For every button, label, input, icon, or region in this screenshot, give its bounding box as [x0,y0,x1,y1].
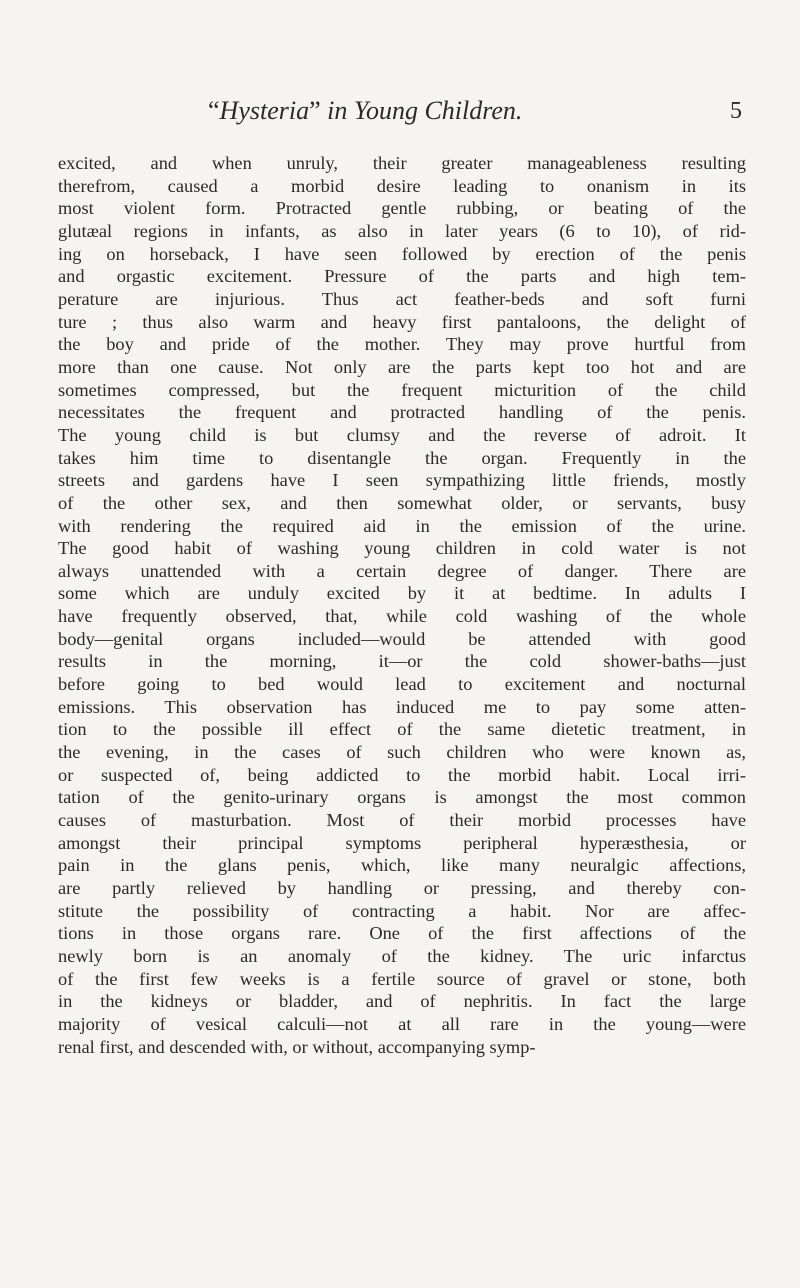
text-line: some which are unduly excited by it at bedtime. In adults I [58,583,746,604]
title-close-quote: ” [309,96,321,125]
text-line: ing on horseback, I have seen followed by erection of the penis [58,243,746,264]
text-line: the boy and pride of the mother. They may prove hurtful from [58,334,746,355]
text-line: tion to the possible ill effect of the same dietetic treatment, in [58,719,746,740]
text-line: streets and gardens have I seen sympathizing little friends, mostly [58,470,746,491]
text-line: causes of masturbation. Most of their morbid processes have [58,810,746,831]
title-open-quote: “ [208,96,220,125]
text-line: majority of vesical calculi—not at all rare in the young—were [58,1013,746,1034]
text-line: glutæal regions in infants, as also in later years (6 to 10), of rid- [58,220,746,241]
text-line: have frequently observed, that, while cold washing of the whole [58,606,746,627]
text-line: perature are injurious. Thus act feather-beds and soft furni [58,288,746,309]
text-line: of the first few weeks is a fertile source of gravel or stone, both [58,968,746,989]
text-line: sometimes compressed, but the frequent micturition of the child [58,379,746,400]
text-line: therefrom, caused a morbid desire leading to onanism in its [58,175,746,196]
text-line: stitute the possibility of contracting a habit. Nor are affec- [58,900,746,921]
text-line: most violent form. Protracted gentle rubbing, or beating of the [58,198,746,219]
text-line: The good habit of washing young children in cold water is not [58,538,746,559]
text-line: with rendering the required aid in the emission of the urine. [58,515,746,536]
text-line: and orgastic excitement. Pressure of the parts and high tem- [58,266,746,287]
text-line: emissions. This observation has induced me to pay some atten- [58,696,746,717]
text-line: in the kidneys or bladder, and of nephritis. In fact the large [58,991,746,1012]
text-line: takes him time to disentangle the organ. Frequently in the [58,447,746,468]
text-line: necessitates the frequent and protracted handling of the penis. [58,402,746,423]
text-line: or suspected of, being addicted to the morbid habit. Local irri- [58,764,746,785]
title-in: in [320,96,354,125]
text-line: the evening, in the cases of such children who were known as, [58,742,746,763]
text-line: before going to bed would lead to excitement and nocturnal [58,674,746,695]
text-line: The young child is but clumsy and the reverse of adroit. It [58,424,746,445]
running-title [208,96,668,126]
text-line: always unattended with a certain degree of danger. There are [58,560,746,581]
text-line: ture ; thus also warm and heavy first pantaloons, the delight of [58,311,746,332]
title-hysteria: Hysteria [219,96,310,125]
text-line: renal first, and descended with, or without, accompanying symp- [58,1036,536,1057]
text-line: tions in those organs rare. One of the first affections of the [58,923,746,944]
text-line: are partly relieved by handling or pressing, and thereby con- [58,878,746,898]
text-line: body—genital organs included—would be attended with good [58,628,746,649]
text-line: tation of the genito-urinary organs is amongst the most common [58,787,746,808]
title-young-children: Young Children. [353,96,523,125]
text-line: more than one cause. Not only are the parts kept too hot and are [58,356,746,377]
body-text [58,152,746,1058]
page-number: 5 [730,98,742,124]
text-line: of the other sex, and then somewhat older, or servants, busy [58,492,746,513]
text-line: newly born is an anomaly of the kidney. The uric infarctus [58,945,746,966]
text-line: results in the morning, it—or the cold shower-baths—just [58,651,746,672]
running-head [0,96,800,126]
text-line: amongst their principal symptoms peripheral hyperæsthesia, or [58,832,746,853]
text-line: pain in the glans penis, which, like many neuralgic affections, [58,855,746,876]
text-line: excited, and when unruly, their greater manageableness resulting [58,153,746,173]
